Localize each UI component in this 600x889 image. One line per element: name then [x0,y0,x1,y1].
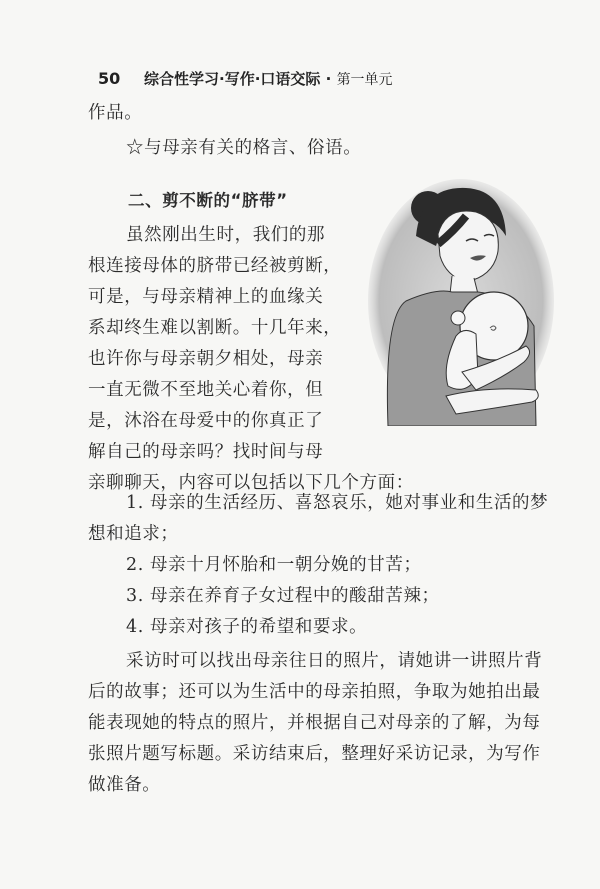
closing-line: 能表现她的特点的照片，并根据自己对母亲的了解，为每 [88,713,541,733]
list-item: 4. 母亲对孩子的希望和要求。 [126,617,368,637]
para-line: 一直无微不至地关心着你，但 [88,380,324,400]
header-unit: 第一单元 [336,72,393,88]
page-number: 50 [98,69,121,88]
para-line: 虽然刚出生时，我们的那 [126,225,326,245]
intro-line-end: 作品。 [88,103,143,123]
list-item: 想和追求； [88,524,179,544]
list-item: 1. 母亲的生活经历、喜怒哀乐，她对事业和生活的梦 [126,493,549,513]
mother-baby-illustration [366,176,556,426]
closing-line: 后的故事；还可以为生活中的母亲拍照，争取为她拍出最 [88,682,541,702]
para-line: 也许你与母亲朝夕相处，母亲 [88,349,324,369]
list-item: 2. 母亲十月怀胎和一朝分娩的甘苦； [126,555,422,575]
header-title: 综合性学习·写作·口语交际 [144,70,321,88]
para-line: 可是，与母亲精神上的血缘关 [88,287,324,307]
closing-line: 做准备。 [88,775,161,795]
para-line: 是，沐浴在母爱中的你真正了 [88,411,324,431]
header-separator: · [320,70,337,88]
para-line: 根连接母体的脐带已经被剪断， [88,256,342,276]
para-line: 亲聊聊天，内容可以包括以下几个方面： [88,473,414,493]
list-item: 3. 母亲在养育子女过程中的酸甜苦辣； [126,586,440,606]
para-line: 系却终生难以割断。十几年来， [88,318,342,338]
closing-line: 张照片题写标题。采访结束后，整理好采访记录，为写作 [88,744,541,764]
section-heading: 二、剪不断的“脐带” [128,191,288,210]
para-line: 解自己的母亲吗？找时间与母 [88,442,324,462]
page-header [98,68,393,89]
intro-bullet: ☆与母亲有关的格言、俗语。 [126,138,362,158]
closing-line: 采访时可以找出母亲往日的照片，请她讲一讲照片背 [126,651,543,671]
